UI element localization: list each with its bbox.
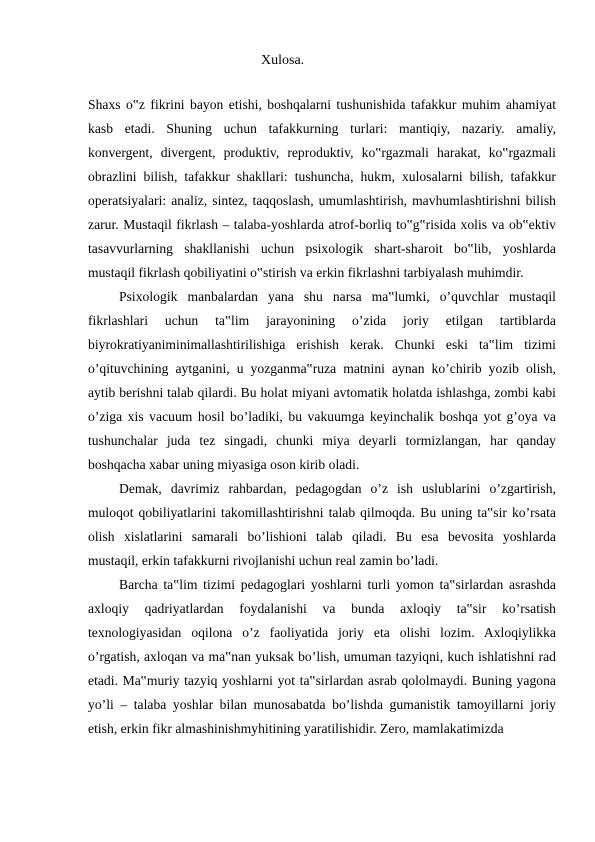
paragraph-1: Shaxs o‟z fikrini bayon etishi, boshqalarni tushunishida tafakkur muhim ahamiyat kasb etadi. Shuning uchun tafakkurning turlari: mantiqiy, nazariy. amaliy, konvergent, divergent, produktiv, reproduktiv, ko‟rgazmali harakat, ko‟rgazmali obrazlini bilish, tafakkur shakllari: tushuncha, hukm, xulosalarni bilish, tafakkur operatsiyalari: analiz, sintez, taqqoslash, umumlashtirish, mavhumlashtirishni bilish zarur. Mustaqil fikrlash – talaba-yoshlarda atrof-borliq to‟g‟risida xolis va ob‟ektiv tasavvurlarning shakllanishi uchun psixologik shart-sharoit bo‟lib, yoshlarda mustaqil fikrlash qobiliyatini o‟stirish va erkin fikrlashni tarbiyalash muhimdir. [88, 97, 556, 280]
paragraph-3: Demak, davrimiz rahbardan, pedagogdan o’z ish uslublarini o’zgartirish, muloqot qobiliyatlarini takomillashtirishni talab qilmoqda. Bu uning ta‟sir ko’rsata olish xislatlarini samarali bo’lishioni talab qiladi. Bu esa bevosita yoshlarda mustaqil, erkin tafakkurni rivojlanishi uchun real zamin bo’ladi. [88, 481, 556, 568]
document-title: Xulosa. [261, 53, 305, 68]
paragraph-2: Psixologik manbalardan yana shu narsa ma‟lumki, o’quvchlar mustaqil fikrlashlari uchun ta‟lim jarayonining o’zida joriy etilgan tartiblarda biyrokratiyaniminimallashtirilishiga erishish kerak. Chunki eski ta‟lim tizimi o’qituvchining aytganini, u yozganma‟ruza matnini aynan ko’chirib yozib olish, aytib berishni talab qilardi. Bu holat miyani avtomatik holatda ishlashga, zombi kabi o’ziga xis vacuum hosil bo’ladiki, bu vakuumga keyinchalik boshqa yot g’oya va tushunchalar juda tez singadi, chunki miya deyarli tormizlangan, har qanday boshqacha xabar uning miyasiga oson kirib oladi. [88, 289, 556, 472]
document-page [88, 50, 556, 741]
paragraph-4: Barcha ta‟lim tizimi pedagoglari yoshlarni turli yomon ta‟sirlardan asrashda axloqiy qadriyatlardan foydalanishi va bunda axloqiy ta‟sir ko’rsatish texnologiyasidan oqilona o’z faoliyatida joriy eta olishi lozim. Axloqiylikka o’rgatish, axloqan va ma‟nan yuksak bo’lish, umuman tazyiqni, kuch ishlatishni rad etadi. Ma‟muriy tazyiq yoshlarni yot ta‟sirlardan asrab qololmaydi. Buning yagona yo’li – talaba yoshlar bilan munosabatda bo’lishda gumanistik tamoyillarni joriy etish, erkin fikr almashinishmyhitining yaratilishidir. Zero, mamlakatimizda [88, 577, 556, 736]
